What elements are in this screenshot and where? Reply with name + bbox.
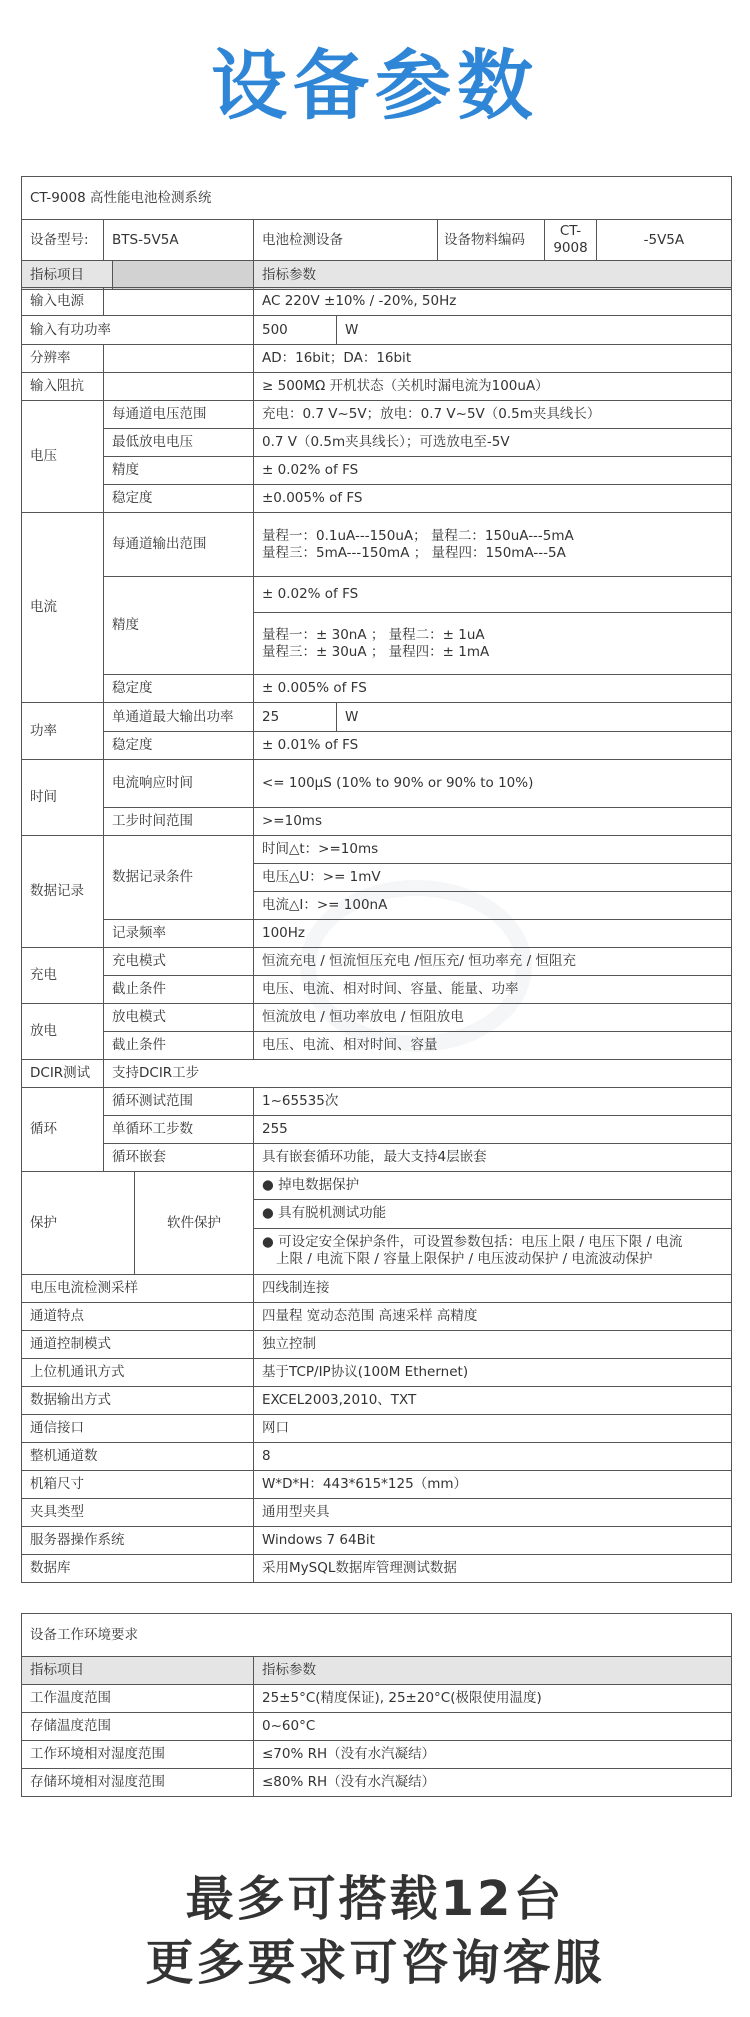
comm-interface-label: 通信接口 (22, 1415, 254, 1443)
env-header-item: 指标项目 (22, 1657, 254, 1685)
input-power-value: AC 220V ±10% / -20%, 50Hz (254, 288, 732, 316)
time-label: 时间 (22, 760, 104, 836)
record-condition-label: 数据记录条件 (104, 836, 254, 920)
current-accuracy-line-2: 量程三：± 30uA ； 量程四：± 1mA (262, 643, 490, 660)
row-current-accuracy (22, 577, 732, 613)
host-comm-value: 基于TCP/IP协议(100M Ethernet) (254, 1359, 732, 1387)
input-impedance-label: 输入阻抗 (22, 373, 104, 401)
row-cycle-range (22, 1088, 732, 1116)
env-row (22, 1769, 732, 1797)
discharge-mode-label: 放电模式 (104, 1004, 254, 1032)
record-condition-2: 电压△U：>= 1mV (254, 864, 732, 892)
input-power-label: 输入电源 (22, 288, 104, 316)
voltage-stability-label: 稳定度 (104, 485, 254, 513)
row-voltage-range (22, 401, 732, 429)
header-row (22, 261, 732, 290)
sampling-label: 电压电流检测采样 (22, 1275, 254, 1303)
env-row (22, 1685, 732, 1713)
env-row-label: 存储温度范围 (22, 1713, 254, 1741)
spec-table (21, 176, 732, 290)
voltage-range-value: 充电：0.7 V~5V；放电：0.7 V~5V（0.5m夹具线长） (254, 401, 732, 429)
charge-mode-label: 充电模式 (104, 948, 254, 976)
current-range-line-2: 量程三：5mA---150mA ； 量程四：150mA---5A (262, 544, 566, 561)
cycle-range-value: 1~65535次 (254, 1088, 732, 1116)
row-sampling (22, 1275, 732, 1303)
protection-item-3b: 上限 / 电流下限 / 容量上限保护 / 电压波动保护 / 电流波动保护 (276, 1251, 653, 1268)
voltage-stability-value: ±0.005% of FS (254, 485, 732, 513)
header-item (22, 261, 254, 290)
code-value-2: -5V5A (643, 231, 685, 248)
row-host-comm (22, 1359, 732, 1387)
row-power-stability (22, 732, 732, 760)
power-max-value: 25 (254, 703, 337, 731)
record-freq-label: 记录频率 (104, 920, 254, 948)
channel-control-value: 独立控制 (254, 1331, 732, 1359)
protection-item-1: ● 掉电数据保护 (254, 1172, 732, 1200)
row-current-range (22, 513, 732, 577)
time-response-label: 电流响应时间 (104, 760, 254, 808)
data-output-value: EXCEL2003,2010、TXT (254, 1387, 732, 1415)
database-value: 采用MySQL数据库管理测试数据 (254, 1555, 732, 1583)
row-voltage-min (22, 429, 732, 457)
discharge-cutoff-label: 截止条件 (104, 1032, 254, 1060)
row-dcir (22, 1060, 732, 1088)
row-channel-features (22, 1303, 732, 1331)
env-header-row (22, 1657, 732, 1685)
env-row-label: 工作环境相对湿度范围 (22, 1741, 254, 1769)
env-header-param: 指标参数 (254, 1657, 732, 1685)
record-freq-value: 100Hz (254, 920, 732, 948)
cycle-range-label: 循环测试范围 (104, 1088, 254, 1116)
time-step-label: 工步时间范围 (104, 808, 254, 836)
time-step-value: >=10ms (254, 808, 732, 836)
current-range-label: 每通道输出范围 (104, 513, 254, 577)
chassis-size-label: 机箱尺寸 (22, 1471, 254, 1499)
env-row (22, 1741, 732, 1769)
protection-item-3a: ● 可设定安全保护条件，可设置参数包括：电压上限 / 电压下限 / 电流 (262, 1234, 683, 1251)
channel-features-label: 通道特点 (22, 1303, 254, 1331)
env-row-value: ≤70% RH（没有水汽凝结） (254, 1741, 732, 1769)
env-row-label: 工作温度范围 (22, 1685, 254, 1713)
record-condition-3: 电流△I：>= 100nA (254, 892, 732, 920)
row-record-cond-1 (22, 836, 732, 864)
row-charge-cutoff (22, 976, 732, 1004)
page-title: 设备参数 (211, 41, 539, 130)
row-input-power (22, 288, 732, 316)
host-comm-label: 上位机通讯方式 (22, 1359, 254, 1387)
cycle-steps-label: 单循环工步数 (104, 1116, 254, 1144)
code-label: 设备物料编码 (438, 220, 545, 260)
cycle-label: 循环 (22, 1088, 104, 1172)
channel-count-value: 8 (254, 1443, 732, 1471)
env-table (21, 1613, 732, 1797)
env-row-label: 存储环境相对湿度范围 (22, 1769, 254, 1797)
model-row (22, 220, 732, 261)
power-stability-label: 稳定度 (104, 732, 254, 760)
footer-line-1: 最多可搭载12台 (185, 1871, 565, 1927)
row-time-response (22, 760, 732, 808)
device-type: 电池检测设备 (254, 220, 438, 261)
input-active-power-unit: W (345, 322, 359, 338)
voltage-accuracy-value: ± 0.02% of FS (254, 457, 732, 485)
power-max-label: 单通道最大输出功率 (104, 703, 254, 732)
row-protection-1 (22, 1172, 732, 1200)
row-discharge-cutoff (22, 1032, 732, 1060)
comm-interface-value: 网口 (254, 1415, 732, 1443)
power-stability-value: ± 0.01% of FS (254, 732, 732, 760)
charge-cutoff-label: 截止条件 (104, 976, 254, 1004)
voltage-min-value: 0.7 V（0.5m夹具线长）；可选放电至-5V (254, 429, 732, 457)
row-voltage-accuracy (22, 457, 732, 485)
os-label: 服务器操作系统 (22, 1527, 254, 1555)
channel-count-label: 整机通道数 (22, 1443, 254, 1471)
software-protection-label: 软件保护 (167, 1214, 221, 1231)
row-input-active-power (22, 316, 732, 345)
row-channel-count (22, 1443, 732, 1471)
env-row-value: 0~60°C (254, 1713, 732, 1741)
discharge-cutoff-value: 电压、电流、相对时间、容量 (254, 1032, 732, 1060)
row-current-stability (22, 675, 732, 703)
database-label: 数据库 (22, 1555, 254, 1583)
cycle-nest-label: 循环嵌套 (104, 1144, 254, 1172)
env-row-value: 25±5°C(精度保证), 25±20°C(极限使用温度) (254, 1685, 732, 1713)
power-max-unit: W (345, 709, 359, 725)
sampling-value: 四线制连接 (254, 1275, 732, 1303)
record-condition-1: 时间△t：>=10ms (254, 836, 732, 864)
charge-cutoff-value: 电压、电流、相对时间、容量、能量、功率 (254, 976, 732, 1004)
env-caption-row (22, 1614, 732, 1657)
current-accuracy-line-1: 量程一：± 30nA ； 量程二：± 1uA (262, 626, 485, 643)
resolution-label: 分辨率 (22, 345, 104, 373)
current-range-line-1: 量程一：0.1uA---150uA； 量程二：150uA---5mA (262, 527, 574, 544)
input-active-power-value: 500 (254, 316, 337, 344)
fixture-value: 通用型夹具 (254, 1499, 732, 1527)
resolution-value: AD：16bit；DA：16bit (254, 345, 732, 373)
row-discharge-mode (22, 1004, 732, 1032)
env-caption: 设备工作环境要求 (22, 1614, 732, 1657)
row-cycle-nest (22, 1144, 732, 1172)
model-value: BTS-5V5A (104, 220, 254, 261)
data-output-label: 数据输出方式 (22, 1387, 254, 1415)
row-voltage-stability (22, 485, 732, 513)
row-input-impedance (22, 373, 732, 401)
current-stability-label: 稳定度 (104, 675, 254, 703)
dcir-label: DCIR测试 (22, 1060, 104, 1088)
model-label: 设备型号: (22, 220, 104, 261)
current-stability-value: ± 0.005% of FS (254, 675, 732, 703)
row-power-max (22, 703, 732, 732)
input-active-power-label: 输入有功功率 (22, 316, 254, 345)
row-record-freq (22, 920, 732, 948)
header-item-text: 指标项目 (30, 267, 84, 283)
row-resolution (22, 345, 732, 373)
row-comm-interface (22, 1415, 732, 1443)
protection-item-2: ● 具有脱机测试功能 (254, 1200, 732, 1228)
power-label: 功率 (22, 703, 104, 760)
discharge-label: 放电 (22, 1004, 104, 1060)
os-value: Windows 7 64Bit (254, 1527, 732, 1555)
cycle-steps-value: 255 (254, 1116, 732, 1144)
code-value-1: CT-9008 (545, 220, 596, 260)
voltage-range-label: 每通道电压范围 (104, 401, 254, 429)
env-row-value: ≤80% RH（没有水汽凝结） (254, 1769, 732, 1797)
voltage-label: 电压 (22, 401, 104, 513)
input-impedance-value: ≥ 500MΩ 开机状态（关机时漏电流为100uA） (254, 373, 732, 401)
row-os (22, 1527, 732, 1555)
discharge-mode-value: 恒流放电 / 恒功率放电 / 恒阻放电 (254, 1004, 732, 1032)
charge-label: 充电 (22, 948, 104, 1004)
row-fixture (22, 1499, 732, 1527)
spec-caption-row (22, 177, 732, 220)
footer-line-2: 更多要求可咨询客服 (145, 1935, 605, 1991)
row-chassis-size (22, 1471, 732, 1499)
charge-mode-value: 恒流充电 / 恒流恒压充电 /恒压充/ 恒功率充 / 恒阻充 (254, 948, 732, 976)
current-accuracy-label: 精度 (104, 577, 254, 675)
dcir-value: 支持DCIR工步 (104, 1060, 732, 1088)
spec-body (21, 287, 732, 1583)
row-time-step (22, 808, 732, 836)
env-row (22, 1713, 732, 1741)
row-database (22, 1555, 732, 1583)
time-response-value: <= 100μS (10% to 90% or 90% to 10%) (254, 760, 732, 808)
cycle-nest-value: 具有嵌套循环功能，最大支持4层嵌套 (254, 1144, 732, 1172)
voltage-accuracy-label: 精度 (104, 457, 254, 485)
current-accuracy-value: ± 0.02% of FS (254, 577, 732, 613)
channel-control-label: 通道控制模式 (22, 1331, 254, 1359)
fixture-label: 夹具类型 (22, 1499, 254, 1527)
row-data-output (22, 1387, 732, 1415)
channel-features-value: 四量程 宽动态范围 高速采样 高精度 (254, 1303, 732, 1331)
protection-label: 保护 (22, 1172, 135, 1274)
header-param: 指标参数 (254, 261, 732, 290)
voltage-min-label: 最低放电电压 (104, 429, 254, 457)
row-charge-mode (22, 948, 732, 976)
row-channel-control (22, 1331, 732, 1359)
chassis-size-value: W*D*H：443*615*125（mm） (254, 1471, 732, 1499)
spec-caption: CT-9008 高性能电池检测系统 (22, 177, 732, 220)
row-cycle-steps (22, 1116, 732, 1144)
current-label: 电流 (22, 513, 104, 703)
data-record-label: 数据记录 (22, 836, 104, 948)
